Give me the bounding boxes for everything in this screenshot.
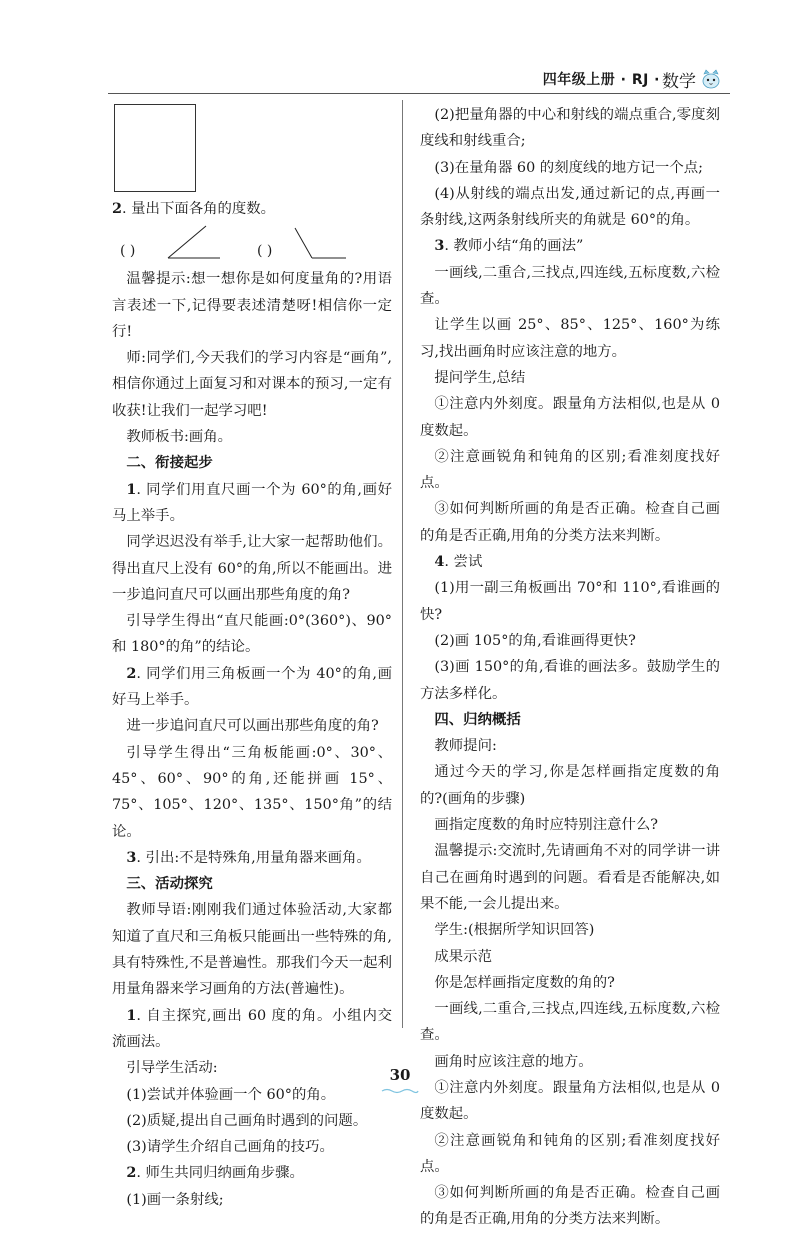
- paragraph-text: . 引出:不是特殊角,用量角器来画角。: [136, 849, 371, 866]
- paragraph-text: (2)质疑,提出自己画角时遇到的问题。: [126, 1112, 368, 1129]
- paragraph-text: 引导学生得出“直尺能画:0°(360°)、90°和 180°的角”的结论。: [112, 613, 392, 656]
- paragraph-text: 教师板书:画角。: [126, 429, 232, 446]
- paragraph-text: 温馨提示:想一想你是如何度量角的?用语言表述一下,记得要表述清楚呀!相信你一定行!: [112, 271, 392, 340]
- paragraph-text: 画角时应该注意的地方。: [434, 1053, 593, 1070]
- paragraph-text: 引导学生得出“三角板能画:0°、30°、45°、60°、90°的角,还能拼画 15°、75°、105°、120°、135°、150°角”的结论。: [112, 744, 392, 840]
- paragraph-text: 画指定度数的角时应特别注意什么?: [434, 817, 658, 834]
- paragraph: [112, 345, 392, 424]
- paragraph: [112, 713, 392, 739]
- paragraph: [420, 654, 720, 707]
- paragraph-text: 引导学生活动:: [126, 1060, 218, 1077]
- angle-figures: [112, 222, 392, 266]
- square-figure-wrap: [112, 102, 392, 196]
- exercise-text: . 量出下面各角的度数。: [122, 201, 276, 217]
- item-number: 2: [126, 1164, 137, 1182]
- paragraph-text: 教师导语:刚刚我们通过体验活动,大家都知道了直尺和三角板只能画出一些特殊的角,具有特殊性,不是普遍性。那我们今天一起利用量角器来学习画角的方法(普遍性)。: [112, 902, 392, 998]
- paragraph: [420, 812, 720, 838]
- paragraph-text: ③如何判断所画的角是否正确。检查自己画的角是否正确,用角的分类方法来判断。: [420, 1185, 720, 1228]
- paragraph-text: (3)画 150°的角,看谁的画法多。鼓励学生的方法多样化。: [420, 659, 720, 702]
- paragraph-text: 一画线,二重合,三找点,四连线,五标度数,六检查。: [420, 264, 720, 308]
- paragraph: [420, 628, 720, 654]
- paragraph: [420, 233, 720, 259]
- heading-text: 四、归纳概括: [434, 710, 521, 728]
- section-heading: [112, 450, 392, 476]
- paragraph-text: . 同学们用直尺画一个为 60°的角,画好马上举手。: [112, 481, 392, 524]
- paragraph: [420, 733, 720, 759]
- paragraph: [112, 661, 392, 714]
- paragraph: [112, 845, 392, 871]
- paragraph: [112, 897, 392, 1002]
- paragraph: [420, 155, 720, 181]
- left-column: [112, 102, 392, 1213]
- paragraph-text: (1)用一副三角板画出 70°和 110°,看谁画的快?: [420, 580, 720, 623]
- paragraph-text: 同学迟迟没有举手,让大家一起帮助他们。得出直尺上没有 60°的角,所以不能画出。进一步追问直尺可以画出那些角度的角?: [112, 534, 392, 603]
- item-number: 2: [126, 664, 137, 682]
- paragraph-text: 师:同学们,今天我们的学习内容是“画角”,相信你通过上面复习和对课本的预习,一定有收获!让我们一起学习吧!: [112, 350, 392, 419]
- paragraph-text: . 同学们用三角板画一个为 40°的角,画好马上举手。: [112, 665, 392, 709]
- right-paragraphs: [420, 102, 720, 1233]
- paragraph-text: ①注意内外刻度。跟量角方法相似,也是从 0 度数起。: [420, 396, 720, 439]
- paragraph-text: . 师生共同归纳画角步骤。: [136, 1165, 304, 1182]
- angle-drawings: [112, 222, 392, 266]
- paragraph: [420, 260, 720, 313]
- paragraph-text: (1)画一条射线;: [126, 1191, 224, 1208]
- cartoon-animal-icon: [700, 68, 722, 90]
- paragraph: [112, 1108, 392, 1134]
- paragraph: [420, 759, 720, 812]
- paragraph: [112, 1082, 392, 1108]
- book-title: 四年级上册 · RJ ·: [542, 72, 660, 88]
- heading-text: 二、衔接起步: [126, 454, 213, 472]
- paragraph-text: 进一步追问直尺可以画出那些角度的角?: [126, 718, 379, 735]
- paragraph: [112, 1187, 392, 1213]
- paragraph-text: (1)尝试并体验画一个 60°的角。: [126, 1086, 336, 1103]
- paragraph-text: 学生:(根据所学知识回答): [434, 922, 595, 939]
- page-number: 30: [389, 1066, 411, 1084]
- paragraph-text: (3)在量角器 60 的刻度线的地方记一个点;: [434, 159, 703, 176]
- paragraph-text: ①注意内外刻度。跟量角方法相似,也是从 0 度数起。: [420, 1079, 720, 1123]
- paragraph: [420, 917, 720, 943]
- square-figure: [114, 104, 196, 192]
- paragraph: [420, 838, 720, 917]
- paragraph-text: 提问学生,总结: [434, 369, 526, 386]
- paragraph: [420, 181, 720, 234]
- paragraph: [112, 740, 392, 845]
- paragraph: [420, 444, 720, 497]
- paragraph-text: . 教师小结“角的画法”: [444, 238, 584, 255]
- right-column: [420, 102, 720, 1233]
- paragraph: [420, 312, 720, 365]
- paragraph: [420, 365, 720, 391]
- paragraph-text: ②注意画锐角和钝角的区别;看准刻度找好点。: [420, 448, 720, 492]
- item-number: 3: [126, 848, 137, 866]
- paragraph: [420, 496, 720, 549]
- section-heading: [420, 707, 720, 733]
- header-rule: [108, 93, 730, 94]
- paragraph-text: . 自主探究,画出 60 度的角。小组内交流画法。: [112, 1007, 392, 1050]
- exercise-title: [112, 196, 392, 222]
- obtuse-angle-figure: [295, 228, 346, 258]
- paragraph-text: 你是怎样画指定度数的角的?: [434, 974, 615, 991]
- paragraph-text: (2)把量角器的中心和射线的端点重合,零度刻度线和射线重合;: [420, 107, 720, 150]
- paragraph: [420, 1128, 720, 1181]
- paragraph: [112, 1134, 392, 1160]
- page-header: [543, 64, 722, 94]
- paragraph-text: (4)从射线的端点出发,通过新记的点,再画一条射线,这两条射线所夹的角就是 60°的角。: [420, 185, 720, 229]
- paragraph-text: 通过今天的学习,你是怎样画指定度数的角的?(画角的步骤): [420, 764, 720, 807]
- paragraph: [420, 549, 720, 575]
- paragraph-text: ②注意画锐角和钝角的区别;看准刻度找好点。: [420, 1132, 720, 1175]
- paragraph: [112, 1003, 392, 1056]
- paragraph: [420, 970, 720, 996]
- paragraph-text: 成果示范: [434, 948, 492, 965]
- page-number-ornament: [380, 1088, 420, 1094]
- column-divider: [402, 100, 403, 1028]
- paragraph-text: ③如何判断所画的角是否正确。检查自己画的角是否正确,用角的分类方法来判断。: [420, 501, 720, 544]
- paragraph: [112, 424, 392, 450]
- item-number: 1: [126, 1006, 137, 1024]
- exercise-number: 2: [112, 200, 123, 217]
- item-number: 3: [434, 237, 445, 255]
- paragraph: [420, 102, 720, 155]
- paragraph-text: 教师提问:: [434, 738, 497, 755]
- paragraph: [420, 1180, 720, 1233]
- paragraph-text: . 尝试: [444, 554, 483, 571]
- paragraph: [420, 575, 720, 628]
- paragraph-text: (2)画 105°的角,看谁画得更快?: [434, 632, 636, 649]
- heading-text: 三、活动探究: [126, 875, 213, 893]
- answer-bracket-2: ( ): [257, 243, 273, 260]
- paragraph: [112, 529, 392, 608]
- paragraph: [112, 608, 392, 661]
- paragraph: [112, 477, 392, 530]
- paragraph-text: (3)请学生介绍自己画角的技巧。: [126, 1139, 334, 1156]
- item-number: 4: [434, 553, 445, 571]
- subject-title: 数学: [662, 71, 696, 92]
- acute-angle-figure: [168, 226, 220, 258]
- paragraph: [420, 944, 720, 970]
- paragraph: [112, 266, 392, 345]
- item-number: 1: [126, 480, 137, 498]
- paragraph-text: 温馨提示:交流时,先请画角不对的同学讲一讲自己在画角时遇到的问题。看看是否能解决,如果不能,一会儿提出来。: [420, 843, 720, 912]
- section-heading: [112, 871, 392, 897]
- answer-bracket-1: ( ): [120, 243, 136, 260]
- paragraph-text: 一画线,二重合,三找点,四连线,五标度数,六检查。: [420, 1001, 720, 1044]
- paragraph-text: 让学生以画 25°、85°、125°、160°为练习,找出画角时应该注意的地方。: [420, 317, 720, 360]
- paragraph: [112, 1160, 392, 1186]
- paragraph: [420, 391, 720, 444]
- paragraph: [420, 996, 720, 1049]
